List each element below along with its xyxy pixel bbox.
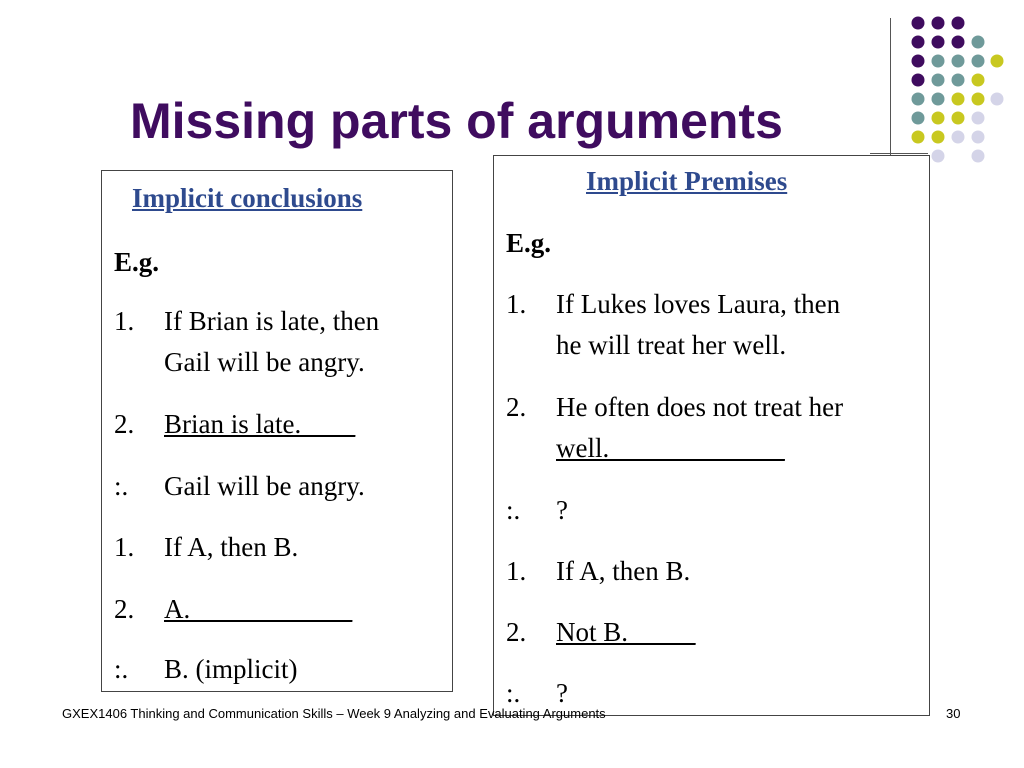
page-number: 30 [946, 706, 961, 721]
item-line: A.____________ [164, 594, 353, 624]
item-line: Gail will be angry. [164, 347, 365, 377]
decor-dot [932, 55, 945, 68]
decor-dot [912, 17, 925, 30]
item-number: 2. [114, 409, 135, 439]
item-number: 1. [114, 532, 135, 562]
decor-dot [932, 17, 945, 30]
example-label: E.g. [114, 247, 160, 277]
decor-dot [932, 112, 945, 125]
decorative-horizontal-line [870, 153, 928, 154]
decor-dot [912, 55, 925, 68]
decor-dot [932, 93, 945, 106]
decor-dot [952, 131, 965, 144]
decor-dot [932, 131, 945, 144]
item-number: :. [114, 471, 129, 501]
item-line: he will treat her well. [556, 330, 787, 360]
implicit-premises-box [493, 155, 930, 716]
item-number: :. [506, 495, 521, 525]
decor-dot [972, 112, 985, 125]
item-number: :. [506, 678, 521, 708]
decor-dot [932, 36, 945, 49]
item-line: Not B._____ [556, 617, 696, 647]
slide-footer: GXEX1406 Thinking and Communication Skills – Week 9 Analyzing and Evaluating Arguments [62, 706, 606, 721]
decor-dot [912, 112, 925, 125]
decor-dot [952, 74, 965, 87]
item-number: 1. [506, 289, 527, 319]
decor-dot [991, 55, 1004, 68]
decor-dot [972, 55, 985, 68]
decor-dot [972, 131, 985, 144]
decor-dot [952, 93, 965, 106]
item-number: 2. [506, 392, 527, 422]
item-line: If Lukes loves Laura, then [556, 289, 841, 319]
item-line: B. (implicit) [164, 654, 298, 684]
decor-dot [972, 93, 985, 106]
item-line: He often does not treat her [556, 392, 844, 422]
item-line: If A, then B. [556, 556, 691, 586]
item-line: If A, then B. [164, 532, 299, 562]
item-line: Gail will be angry. [164, 471, 365, 501]
decor-dot [972, 74, 985, 87]
decor-dot [952, 55, 965, 68]
implicit-conclusions-box [101, 170, 453, 692]
decor-dot [952, 36, 965, 49]
item-line: If Brian is late, then [164, 306, 380, 336]
decor-dot [952, 17, 965, 30]
decor-dot [932, 74, 945, 87]
decor-dot [972, 150, 985, 163]
item-line: well._____________ [556, 433, 785, 463]
item-number: :. [114, 654, 129, 684]
implicit-conclusions-heading: Implicit conclusions [132, 183, 363, 213]
slide-title: Missing parts of arguments [130, 93, 783, 149]
item-line: Brian is late.____ [164, 409, 356, 439]
item-number: 2. [506, 617, 527, 647]
decor-dot [912, 131, 925, 144]
example-label: E.g. [506, 228, 552, 258]
decor-dot [912, 93, 925, 106]
decor-dot [952, 112, 965, 125]
decor-dot [932, 150, 945, 163]
decor-dot [912, 74, 925, 87]
item-number: 2. [114, 594, 135, 624]
decor-dot [991, 93, 1004, 106]
decor-dot [972, 36, 985, 49]
item-number: 1. [114, 306, 135, 336]
item-line: ? [556, 495, 568, 525]
decor-dot [912, 36, 925, 49]
item-number: 1. [506, 556, 527, 586]
implicit-premises-heading: Implicit Premises [586, 166, 788, 196]
item-line: ? [556, 678, 568, 708]
